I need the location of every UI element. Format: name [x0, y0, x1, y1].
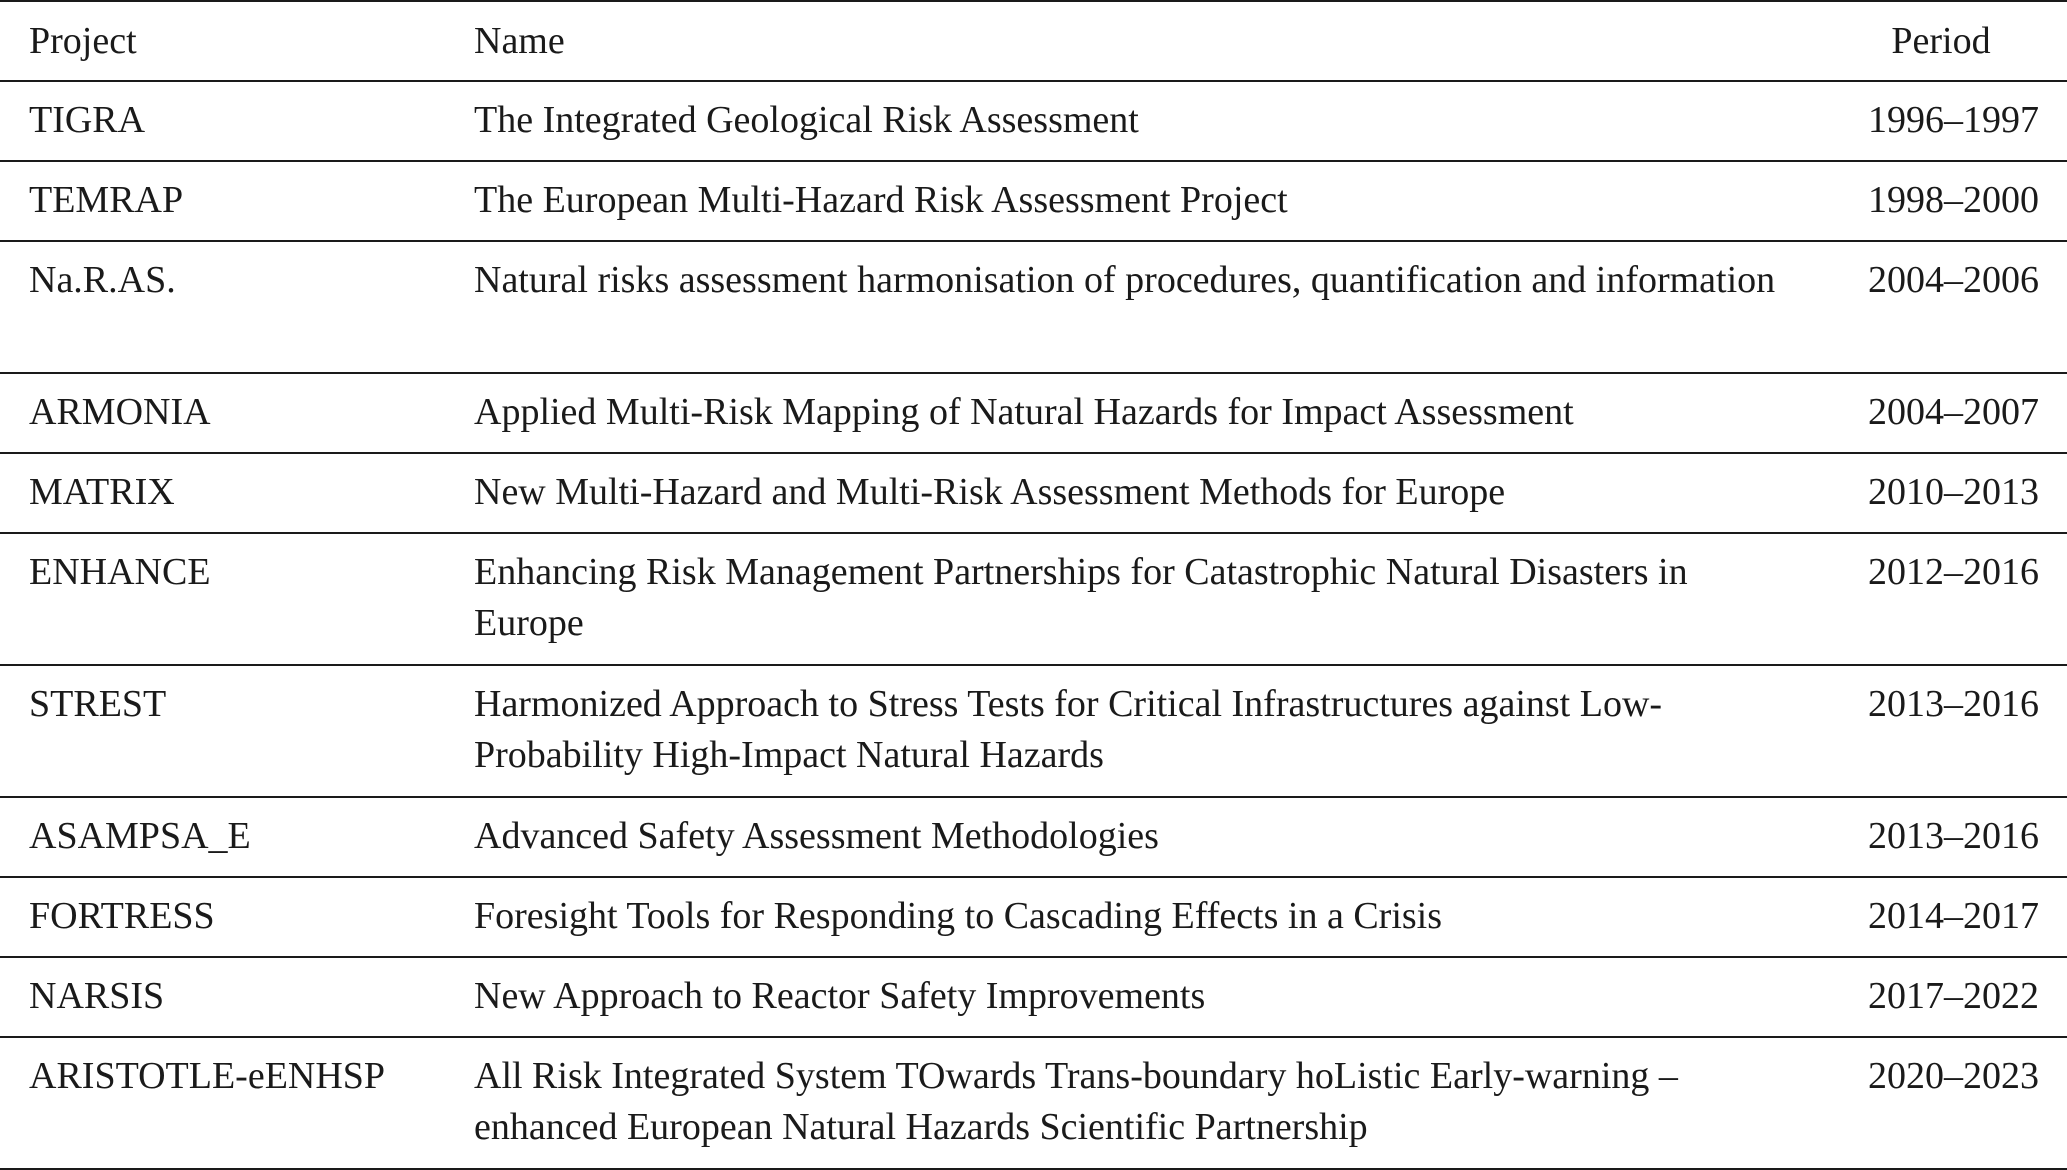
project-cell: Na.R.AS.	[29, 259, 176, 301]
name-cell: New Multi-Hazard and Multi-Risk Assessment Methods for Europe	[474, 471, 1506, 513]
project-cell: TEMRAP	[29, 179, 184, 221]
project-cell: ASAMPSA_E	[29, 815, 251, 857]
project-cell: FORTRESS	[29, 895, 215, 937]
project-cell: TIGRA	[29, 99, 146, 141]
table-row	[0, 241, 2067, 373]
project-cell: STREST	[29, 683, 167, 725]
header-row	[0, 1, 2067, 81]
period-cell: 2012–2016	[1868, 551, 2039, 593]
name-cell: The European Multi-Hazard Risk Assessment Project	[474, 179, 1288, 221]
header-name: Name	[474, 19, 565, 62]
period-cell: 1998–2000	[1868, 179, 2039, 221]
name-cell: New Approach to Reactor Safety Improvements	[474, 975, 1206, 1017]
table-header	[0, 1, 2067, 81]
table-row	[0, 877, 2067, 957]
table-row	[0, 1037, 2067, 1169]
table-row	[0, 81, 2067, 161]
period-cell: 2004–2006	[1868, 259, 2039, 301]
period-cell: 2013–2016	[1868, 683, 2039, 725]
period-cell: 2017–2022	[1868, 975, 2039, 1017]
period-cell: 1996–1997	[1868, 99, 2039, 141]
period-cell: 2020–2023	[1868, 1055, 2039, 1097]
period-cell: 2004–2007	[1868, 391, 2039, 433]
name-cell: Enhancing Risk Management Partnerships for Catastrophic Natural Disasters in Europe	[474, 551, 1688, 644]
table-body	[0, 81, 2067, 1169]
period-cell: 2014–2017	[1868, 895, 2039, 937]
table-row	[0, 665, 2067, 797]
table-row	[0, 161, 2067, 241]
table-row	[0, 797, 2067, 877]
table-row	[0, 453, 2067, 533]
project-cell: ARMONIA	[29, 391, 211, 433]
name-cell: Foresight Tools for Responding to Cascading Effects in a Crisis	[474, 895, 1443, 937]
period-cell: 2010–2013	[1868, 471, 2039, 513]
table-row	[0, 957, 2067, 1037]
name-cell: Advanced Safety Assessment Methodologies	[474, 815, 1159, 857]
name-cell: The Integrated Geological Risk Assessment	[474, 99, 1139, 141]
header-project: Project	[29, 19, 137, 62]
project-cell: ENHANCE	[29, 551, 211, 593]
name-cell: Applied Multi-Risk Mapping of Natural Hazards for Impact Assessment	[474, 391, 1574, 433]
period-cell: 2013–2016	[1868, 815, 2039, 857]
table-row	[0, 533, 2067, 665]
header-period: Period	[1891, 19, 1991, 62]
table-row	[0, 373, 2067, 453]
name-cell: All Risk Integrated System TOwards Trans-boundary hoListic Early-warning – enhanced European Natural Hazards Scientific Partnership	[474, 1055, 1678, 1148]
project-cell: NARSIS	[29, 975, 165, 1017]
name-cell: Harmonized Approach to Stress Tests for Critical Infrastructures against Low-Probability High-Impact Natural Hazards	[474, 683, 1663, 776]
name-cell: Natural risks assessment harmonisation of procedures, quantification and information	[474, 259, 1776, 301]
project-cell: ARISTOTLE-eENHSP	[29, 1055, 386, 1097]
project-cell: MATRIX	[29, 471, 175, 513]
